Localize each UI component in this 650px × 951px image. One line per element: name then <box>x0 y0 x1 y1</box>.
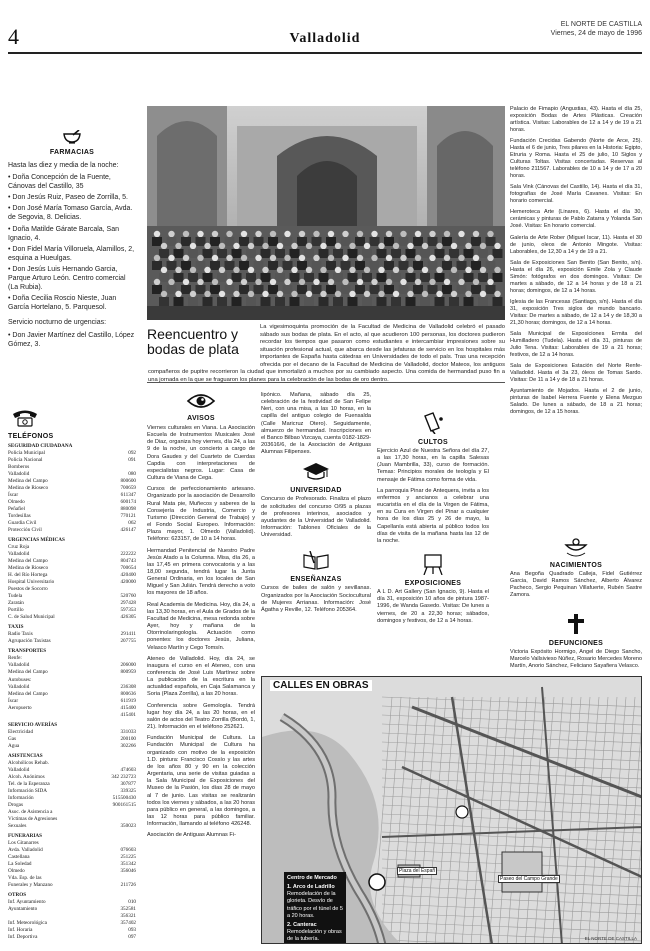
notice-paragraph: Cursos de bailes de salón y sevillanas. Organizados por la Asociación Sociocultural de Mujeres Arrianas. Información: José Ágatha y Reville, 12. Teléfono 205364. <box>261 585 371 613</box>
phone-label: Inf. Meteorológica <box>8 920 47 927</box>
ensenanzas-title: ENSEÑANZAS <box>290 576 342 584</box>
phone-row <box>8 527 136 534</box>
phone-number: 770121 <box>120 513 136 520</box>
phone-label: Radio Taxis <box>8 631 33 638</box>
notice-paragraph: Sala de Exposiciones San Benito (San Benito, s/n). Hasta el día 26, exposición Emile Zola y Claude Simón: fotógrafos en dos domingos. Visitas: De martes a sábado, de 12 a 14 horas y de 18 a 21 horas; domingos, de 12 a 14 horas. <box>510 259 642 294</box>
phone-row <box>8 823 136 830</box>
pharmacy-title: FARMACIAS <box>49 149 95 156</box>
phone-row <box>8 875 136 882</box>
pharmacy-item: • Don Jesús Ruiz, Paseo de Zorrilla, 5. <box>8 194 128 202</box>
phone-row <box>8 795 136 802</box>
nacimientos-body <box>510 571 642 603</box>
notice-paragraph: A L D. Art Gallery (San Ignacio, 9). Hasta el día 31, exposición 10 años de pintura 1987-1996, de Wanda Gasedo. Visitas: De lunes a viernes, de 20 a 22,30 horas; sábados, domingos y festivos, de 12 a 14 horas. <box>377 589 489 624</box>
phone-label: Peñafiel <box>8 506 25 513</box>
cradle-icon <box>510 537 642 562</box>
phone-group-heading: TAXIS <box>8 624 24 631</box>
phone-label: H. del Río Hortega <box>8 572 48 579</box>
notice-paragraph: Hemeroteca Arte (Linares, 6). Hasta el día 30, cerámicas y pinturas de Pablo Zatarra y Yolanda San José. Visitas: En horario comercial. <box>510 209 642 230</box>
phone-number <box>134 875 136 882</box>
notice-paragraph: Ejercicio Azul de Nuestra Señora del día 27, a las 17,30 horas, en la capilla Salesas (Juan Mambrilla, 33), curso de formación. Temas: Principios morales de teología y El mensaje de Fátima como forma de vida. <box>377 448 489 483</box>
phone-icon <box>8 408 136 433</box>
phone-label: Tordesillas <box>8 513 31 520</box>
legend-item-1-text: Remodelación de la glorieta. Desvío de tráfico por el túnel de 5 a 20 horas. <box>287 891 343 919</box>
phone-number: 800636 <box>120 690 136 697</box>
phone-number: 331033 <box>120 728 136 735</box>
nacimientos-title: NACIMIENTOS <box>549 562 603 569</box>
phone-row <box>8 861 136 868</box>
phone-row <box>8 579 136 586</box>
phone-group-heading: SEGURIDAD CIUDADANA <box>8 443 73 449</box>
phone-number: 611347 <box>120 492 136 499</box>
section-title: Valladolid <box>289 31 361 46</box>
phone-label: Valladolid <box>8 766 30 773</box>
ensenanzas-body <box>261 585 371 618</box>
phone-label: Guardia Civil <box>8 520 37 527</box>
phone-number: 236308 <box>120 683 136 690</box>
phone-row <box>8 450 136 457</box>
phone-label: Valladolid <box>8 683 30 690</box>
phone-row <box>8 499 136 506</box>
phone-row <box>8 662 136 669</box>
phone-number: 251225 <box>120 853 136 860</box>
notice-paragraph: Galería de Arte Rober (Miguel Iscar, 11). Hasta el 30 de junio, oleos de Antonio Mingote. Visitas: Laborables, de 12,30 a 14 y de 19 a 21. <box>510 234 642 255</box>
phone-label: Autobuses: <box>8 676 32 683</box>
phone-number: 474603 <box>120 766 136 773</box>
phone-label: Electricidad <box>8 728 34 735</box>
phone-label: Asoc. de Asistencia a <box>8 808 53 815</box>
phone-row <box>8 729 136 736</box>
phone-row <box>8 920 136 927</box>
group-photo <box>147 106 505 320</box>
phone-row <box>8 840 136 847</box>
phone-row <box>8 760 136 767</box>
pharmacy-item: • Doña Concepción de la Fuente, Cánovas del Castillo, 35 <box>8 174 111 191</box>
phone-row <box>8 551 136 558</box>
phone-row <box>8 638 136 645</box>
phone-number: 520760 <box>120 593 136 600</box>
phone-label: Sexuales <box>8 822 27 829</box>
phone-number: 356321 <box>120 913 136 919</box>
phone-label: Medina del Campo <box>8 478 48 485</box>
cultos-title: CULTOS <box>418 439 448 446</box>
phone-number: 600174 <box>120 499 136 506</box>
avisos-body <box>147 425 255 937</box>
exposiciones-continued <box>510 106 642 533</box>
phone-label: Medina de Rioseco <box>8 565 49 572</box>
phone-row <box>8 736 136 743</box>
phone-row <box>8 816 136 823</box>
phone-number: 800600 <box>120 478 136 485</box>
phone-label: Víctimas de Agresiones <box>8 815 58 822</box>
notice-paragraph: Viernes culturales en Viana. La Asociación Escuela de Instrumentos Musicales José de Diaz, organiza hoy viernes, día 24, a las 9 de la noche, un concierto a cargo de Dora Gaudes y del Cuarteto de Cuerdas Capdia con interpretaciones de especialistas negros. Lugar: Casa de Cultura de Viana de Cega. <box>147 425 255 482</box>
phone-number: 700654 <box>120 565 136 572</box>
pharmacy-item: • Don José María Tomaso García, Avda. de Segovia, 8. Delicias. <box>8 205 133 222</box>
phone-number: 357402 <box>120 920 136 927</box>
notice-paragraph: Real Academia de Medicina. Hoy, día 24, a las 13,30 horas, en el Aula de Grados de la Facultad de Medicina, mesa redonda sobre Ayer, hoy y mañana de la Otorrinolaringología. Actuación como ponentes: los doctores Jesús, Juliana, Velasco Martín y Cego Tomsín. <box>147 601 255 651</box>
phone-number: 597353 <box>120 607 136 614</box>
phone-group-heading: OTROS <box>8 891 27 898</box>
liponcos-body <box>261 392 371 460</box>
newspaper-name: EL NORTE DE CASTILLA <box>560 21 642 28</box>
phone-number: 800959 <box>120 669 136 676</box>
avisos-title: AVISOS <box>187 415 215 422</box>
phone-label: Olmedo <box>8 867 25 874</box>
phone-label: Cruz Roja <box>8 544 30 551</box>
phone-number: 206000 <box>120 662 136 669</box>
phone-label: Policía Municipal <box>8 450 46 457</box>
pharmacy-intro: Hasta las diez y media de la noche: <box>8 162 119 169</box>
phone-row <box>8 913 136 920</box>
phone-number: 356046 <box>120 867 136 874</box>
phone-row <box>8 492 136 499</box>
phone-row <box>8 906 136 913</box>
phone-row <box>8 868 136 875</box>
phone-label: Medina de Rioseco <box>8 485 49 492</box>
phone-number <box>134 816 136 823</box>
phone-number: 515500430 <box>112 794 136 801</box>
phone-label: Bomberos <box>8 464 30 471</box>
phone-group-heading: ASISTENCIAS <box>8 752 43 759</box>
pharmacy-item: • Doña Matilde Gárate Barcala, San Ignacio, 4. <box>8 225 120 242</box>
phone-label: Inf. Deportiva <box>8 934 38 941</box>
phone-number <box>134 586 136 593</box>
phone-label: Ayuntamiento <box>8 905 38 912</box>
notice-paragraph: Sala Municipal de Exposiciones Ermita del Humilladero (Tudela). Hasta el día 31, pinturas de Julio Tena. Visitas: Laborables de 19 a 21 horas; festivos, de 12 a 14 horas. <box>510 330 642 358</box>
phone-number: 211726 <box>120 881 136 888</box>
exposiciones-body <box>377 589 489 629</box>
phone-row <box>8 655 136 662</box>
phone-label: Inf. Ayuntamiento <box>8 898 46 905</box>
phone-number: 611919 <box>120 697 136 704</box>
phone-row <box>8 743 136 750</box>
phone-number: 200100 <box>120 735 136 742</box>
right-column <box>510 106 642 674</box>
phone-row <box>8 684 136 691</box>
phone-row <box>8 934 136 941</box>
phone-row <box>8 586 136 593</box>
phone-row <box>8 691 136 698</box>
phone-group-heading: FUNERARIAS <box>8 832 43 839</box>
phone-row <box>8 927 136 934</box>
phone-label: Gas <box>8 735 17 742</box>
phone-row <box>8 520 136 527</box>
universidad-title: UNIVERSIDAD <box>290 487 342 495</box>
pharmacy-urgencias: Servicio nocturno de urgencias: <box>8 319 107 327</box>
legend-item-2-text: Remodelación y obras de la tubería. <box>287 928 342 943</box>
phone-group-heading: SERVICIO AVERÍAS <box>8 721 58 728</box>
phone-number: 420000 <box>120 579 136 586</box>
phone-number: 426147 <box>120 527 136 534</box>
phone-row <box>8 544 136 551</box>
defunciones-body <box>510 649 642 674</box>
pharmacy-item: • Don Fidel María Villoruela, Alamillos, 2, esquina a Hueulgas. <box>8 245 135 262</box>
phone-label: Información <box>8 794 34 801</box>
phone-label: Alcohólicos Rehab. <box>8 759 49 766</box>
phone-group-heading: URGENCIAS MÉDICAS <box>8 537 65 544</box>
phone-row <box>8 802 136 809</box>
phone-label: Medina del Campo <box>8 690 48 697</box>
phones-list <box>8 443 136 941</box>
phone-row <box>8 899 136 906</box>
phone-row <box>8 854 136 861</box>
legend-item-2: 2. Canterac <box>287 921 317 928</box>
phone-row <box>8 809 136 816</box>
phone-number: 302266 <box>120 742 136 749</box>
phone-row <box>8 788 136 795</box>
notice-paragraph: Cursos de perfeccionamiento artesano. Organizado por la asociación de Desarrollo Rural Mata pie, Muñecos y saberes de la Consejería de Industria, Comercio y Turismo (Dirección General de Trabajo) y el Fondo Social Europeo. Información: Plaza mayor, 1. Olmedo (Valladolid). Teléfono: 623157, de 10 a 14 horas. <box>147 486 255 543</box>
notice-paragraph: Victoria Expósito Hormigo, Angel de Diego Sancho, Marcelo Vallsivieso Núñez, Rosario Mercedes Moreno Martín, Anorio Sánchez, Feliciano Sayafiera Velasco. <box>510 649 642 670</box>
phone-label: Renfe: <box>8 655 22 662</box>
notice-paragraph: Fundación Crecidas Gabendo (Norte de Arce, 25). Hasta el 6 de junio, Tres pilares en la Historia: Egipto, Etruria y Roma. Hasta el 25 de julio, 10 Siglos y Culturas Toltas. Visitas concertadas. Reservas al teléfono 211567. Laborables de 10 a 14 y de 17 a 20 horas. <box>510 138 642 180</box>
phone-label: Portillo <box>8 607 24 614</box>
notice-paragraph: Palacio de Fimapio (Angustias, 43). Hasta el día 25, exposición Bodas de Artes Plásticas. Creación artística. Visitas: Laborables de 12 a 14 y de 19 a 21 horas. <box>510 106 642 134</box>
phones-section <box>8 408 136 941</box>
exposiciones-title: EXPOSICIONES <box>404 580 462 588</box>
phone-number: 700659 <box>120 485 136 492</box>
pharmacy-item: • Don Jesús Luis Hernando Garcia, Parque Arturo León. Centro comercial (La Rubia). <box>8 265 126 292</box>
phone-number: 097 <box>128 934 136 941</box>
eye-icon <box>147 392 255 415</box>
phone-label: C. de Salud Municipal <box>8 614 55 621</box>
phone-row <box>8 600 136 607</box>
notice-paragraph: Concurso de Profesorado. Finaliza el plazo de solicitudes del concurso O/95 a plazas de profesores interinos, asociados y ayudantes de la Universidad de Valladolid. Información: Tablones Oficiales de la Universidad. <box>261 496 371 539</box>
notice-paragraph: Ateneo de Valladolid. Hoy, día 24, se inaugura el curso en el Ateneo, con una conferencia de José Luis Martínez sobre La publicación de la escritura en la actualidad española, en Caja Salamanca y Soria (Plaza Zorrilla), a las 20 horas. <box>147 655 255 698</box>
avisos-section <box>147 392 255 937</box>
phone-number: 076603 <box>120 846 136 853</box>
phone-number: 062 <box>128 520 136 527</box>
phone-row <box>8 767 136 774</box>
phone-row <box>8 593 136 600</box>
notice-paragraph: Fundación Municipal de Cultura. La Fundación Municipal de Cultura ha organizado con motivo de la exposición 1.D. pintura: Francisco Cossío y las artes de los años 80 y 90 en la colección Argentaria, una serie de visitas guiadas a la Sala Municipal de Exposiciones del Museo de la Pasión, los días 28 de mayo al 7 de junio. Las visitas se realizarán todos los viernes y sábados, a las 20 horas para público en general, a las domingos, a las 12 horas para público familiar. Información, llamando al teléfono 426248. <box>147 735 255 828</box>
phone-number: 415400 <box>120 704 136 711</box>
cultos-body <box>377 448 489 549</box>
map-label-campo: Paseo del Campo Grande <box>500 876 558 882</box>
phone-row <box>8 774 136 781</box>
phone-number: 080 <box>128 471 136 478</box>
phones-title: TELÉFONOS <box>8 433 54 440</box>
phone-label: Funerales y Manzano <box>8 881 53 888</box>
phone-row <box>8 847 136 854</box>
phone-label: Zaratán <box>8 600 24 607</box>
phone-label: Tudela <box>8 593 23 600</box>
phone-number <box>134 760 136 767</box>
phone-number: 222222 <box>120 551 136 558</box>
phone-label: Agua <box>8 742 20 749</box>
map-title: CALLES EN OBRAS <box>270 680 372 691</box>
phone-number: 092 <box>128 450 136 457</box>
phone-number: 339325 <box>120 787 136 794</box>
phone-row <box>8 506 136 513</box>
phone-row <box>8 565 136 572</box>
phone-label: Aeropuerto <box>8 704 32 711</box>
phone-number: 352581 <box>120 905 136 912</box>
notice-paragraph: Sala de Exposiciones Estación del Norte Renfe-Valladolid. Hasta el 3a 23, óleos de Tomas Sardo. Visitas: De 11 a 14 y de 18 a 21 horas. <box>510 363 642 384</box>
phone-row <box>8 882 136 889</box>
notice-paragraph: Conferencia sobre Gemología. Tendrá lugar hoy día 24, a las 20 horas, en el salón de actos del Teatro Zorrilla (Bordó, 1, 21). Información en el teléfono 252621. <box>147 702 255 731</box>
newspaper-header <box>551 20 642 38</box>
phone-label: Agrupación Taxistas <box>8 638 51 645</box>
notice-paragraph: La parroquia Pinar de Antequera, invita a los enfermos y ancianos a celebrar una eucaristía en el día de la Virgen de Fátima, en su Cura en Virgen del Pinar a cualquier hora de los días 25 y 26 de mayo, la Capellanía está abierta al público todos los días de visita de la mañana hasta las 12 de la noche. <box>377 487 489 544</box>
phone-number: 091 <box>128 457 136 464</box>
page-number: 4 <box>8 24 19 49</box>
phone-number: 426305 <box>120 614 136 621</box>
phone-group-heading: TRANSPORTES <box>8 648 47 655</box>
phone-number: 342 232723 <box>111 773 136 780</box>
phone-label: Información SIDA <box>8 787 48 794</box>
phone-row <box>8 471 136 478</box>
phone-row <box>8 464 136 471</box>
pharmacy-item: • Doña Cecilia Roscio Nieste, Juan García Hortelano, 5. Parquesol. <box>8 295 117 312</box>
phone-number: 291411 <box>120 631 136 638</box>
phone-row <box>8 781 136 788</box>
phone-label: Avda. Valladolid <box>8 846 43 853</box>
phone-number: 350023 <box>120 822 136 829</box>
cross-icon <box>510 613 642 640</box>
article-body <box>148 324 505 384</box>
legend-item-1: 1. Arco de Ladrillo <box>287 884 335 891</box>
pharmacy-section <box>8 130 136 349</box>
phone-number: 880098 <box>120 506 136 513</box>
phone-row <box>8 513 136 520</box>
phone-row <box>8 457 136 464</box>
phone-label: Inf. Horaria <box>8 927 33 934</box>
phone-row <box>8 712 136 719</box>
phone-number: 297428 <box>120 600 136 607</box>
phone-number: 804743 <box>120 558 136 565</box>
notice-paragraph: Hermandad Penitencial de Nuestro Padre Jesús Atado a la Columna. Misa, día 26, a las 17,45 en primera convocatoria y a las 18,00 segunda, tendrá lugar la Junta General Ordinaria, en los locales de San Miguel y San Julián. Tendrá derecho a voto los mayores de 18 años. <box>147 547 255 597</box>
phone-label: Vda. Esp. de las <box>8 874 42 881</box>
phone-number <box>134 677 136 684</box>
phone-label: Drogas <box>8 801 23 808</box>
phone-number: 900161515 <box>112 801 136 808</box>
phone-label: Medina del Campo <box>8 669 48 676</box>
phone-number <box>134 840 136 847</box>
phone-number: 010 <box>128 898 136 905</box>
issue-date: Viernes, 24 de mayo de 1996 <box>550 30 642 38</box>
map-credit: EL NORTE DE CASTILLA <box>584 936 637 941</box>
phone-label: Olmedo <box>8 499 25 506</box>
phone-number: 420400 <box>120 572 136 579</box>
easel-icon <box>377 553 489 580</box>
phone-label: Policía Nacional <box>8 457 43 464</box>
phone-label: Valladolid <box>8 471 30 478</box>
phone-number: 415401 <box>120 711 136 718</box>
book-icon <box>261 551 371 576</box>
phone-row <box>8 631 136 638</box>
notice-paragraph: Iglesia de las Francesas (Santiago, s/n). Hasta el día 31, exposición Tres siglos de mundo bancario. Visitas: De martes a sábado, de 12 a 14 y de 18,30 a 21,30 horas; domingos, de 12 a 14 horas. <box>510 298 642 326</box>
mortar-icon <box>8 130 136 149</box>
phone-row <box>8 677 136 684</box>
map-legend <box>284 872 346 944</box>
phone-number: 207755 <box>120 638 136 645</box>
phone-row <box>8 478 136 485</box>
phone-label: Castellana <box>8 853 30 860</box>
pharmacy-urgencias-item: • Don Javier Martínez del Castillo, López Gómez, 3. <box>8 331 135 348</box>
phone-number: 351342 <box>120 860 136 867</box>
universidad-body <box>261 496 371 543</box>
phone-number: 093 <box>128 927 136 934</box>
phone-number <box>134 809 136 816</box>
phone-number: 307877 <box>120 780 136 787</box>
phone-row <box>8 485 136 492</box>
phone-row <box>8 558 136 565</box>
phone-number <box>134 464 136 471</box>
phone-row <box>8 607 136 614</box>
phone-label: Protección Civil <box>8 527 42 534</box>
phone-number <box>134 544 136 551</box>
bell-icon <box>377 412 489 439</box>
phone-label: Valladolid <box>8 662 30 669</box>
defunciones-title: DEFUNCIONES <box>548 640 604 648</box>
phone-label: Íscar <box>8 697 19 704</box>
phone-row <box>8 572 136 579</box>
notice-paragraph: Ayuntamiento de Mojados. Hasta el 2 de junio, pinturas de Isabel Herrera Fuente y Elena Mezguo Salado. De lunes a sábado, de 18 a 21 horas; domingos, de 12 a 15 horas. <box>510 388 642 416</box>
phone-number <box>134 655 136 662</box>
phone-label: Medina del Campo <box>8 558 48 565</box>
notice-paragraph: lipónico. Mañana, sábado día 25, celebración de la festividad de San Felipe Neri, con una misa, a las 10 horas, en la capilla del antiguo colegio de Fuensalda (Calle Maricruz Otero). Seguidamente, almuerzo de hermandad. Inscripciones en el Banco Bilbao Vizcaya, cuenta 0182-1829-203616/6, de la Asociación de Antiguas Alumnas Filipenses. <box>261 392 371 456</box>
phone-label: Íscar <box>8 492 19 499</box>
phone-row <box>8 669 136 676</box>
notice-paragraph: Sala Vink (Cánovas del Castillo, 14). Hasta el día 31, fotografías de José María Cavanes. Visitas: En horario comercial. <box>510 184 642 205</box>
article-text: La vigesimoquinta promoción de la Facultad de Medicina de Valladolid celebró el pasado sábado sus bodas de plata. En el acto, al que acudieron 100 personas, los doctores pudieron recordar los tiempos que pasaron como estudiantes e intercambiar impresiones sobre su situación profesional actual, que abarca desde las jefaturas de servicio en los hospitales más importantes de España hasta cátedras en Universidades de todo el país. Tras una recepción ofrecida por el decano de la Facultad de Medicina de Valladolid, doctor Mateos, los antiguos compañeros de pupitre recorrieron la ciudad que inmortalizó a muchos por su cambiado aspecto. Una comida de hermandad puso fin a una jornada en la que se fraguaron los planes para la celebración de las bodas de oro dentro. <box>148 324 505 383</box>
phone-label: Valladolid <box>8 551 30 558</box>
notice-paragraph: Asociación de Antiguas Alumnas Fi- <box>147 832 236 839</box>
legend-title: Centro de Mercado <box>287 875 337 881</box>
phone-row <box>8 698 136 705</box>
phone-label: Tel. de la Esperanza <box>8 780 50 787</box>
phone-row <box>8 614 136 621</box>
phone-row <box>8 705 136 712</box>
phone-label: Hospital Universitario <box>8 579 55 586</box>
article-headline: Reencuentro y bodas de plata <box>147 326 239 357</box>
phone-label: Puestos de Socorro <box>8 586 48 593</box>
phone-label: Alcoh. Anónimos <box>8 773 45 780</box>
graduation-cap-icon <box>261 462 371 487</box>
phone-label: La Soledad <box>8 860 32 867</box>
notice-paragraph: Ana Begoña Quadrado Calleja, Fidel Gutiérrez Garcia, David Ramos Sánchez, Alberto Álvarez Pacheco, Sergio Pequinan Villafuerte, Rubén Sastre Zamora. <box>510 571 642 599</box>
phone-label: Los Gitanarres <box>8 839 39 846</box>
column-three <box>261 392 371 618</box>
pharmacy-list <box>8 173 136 312</box>
column-four <box>377 392 489 629</box>
map-label-plaza: Plaza del Españ <box>399 868 436 874</box>
street-works-map <box>261 676 642 944</box>
